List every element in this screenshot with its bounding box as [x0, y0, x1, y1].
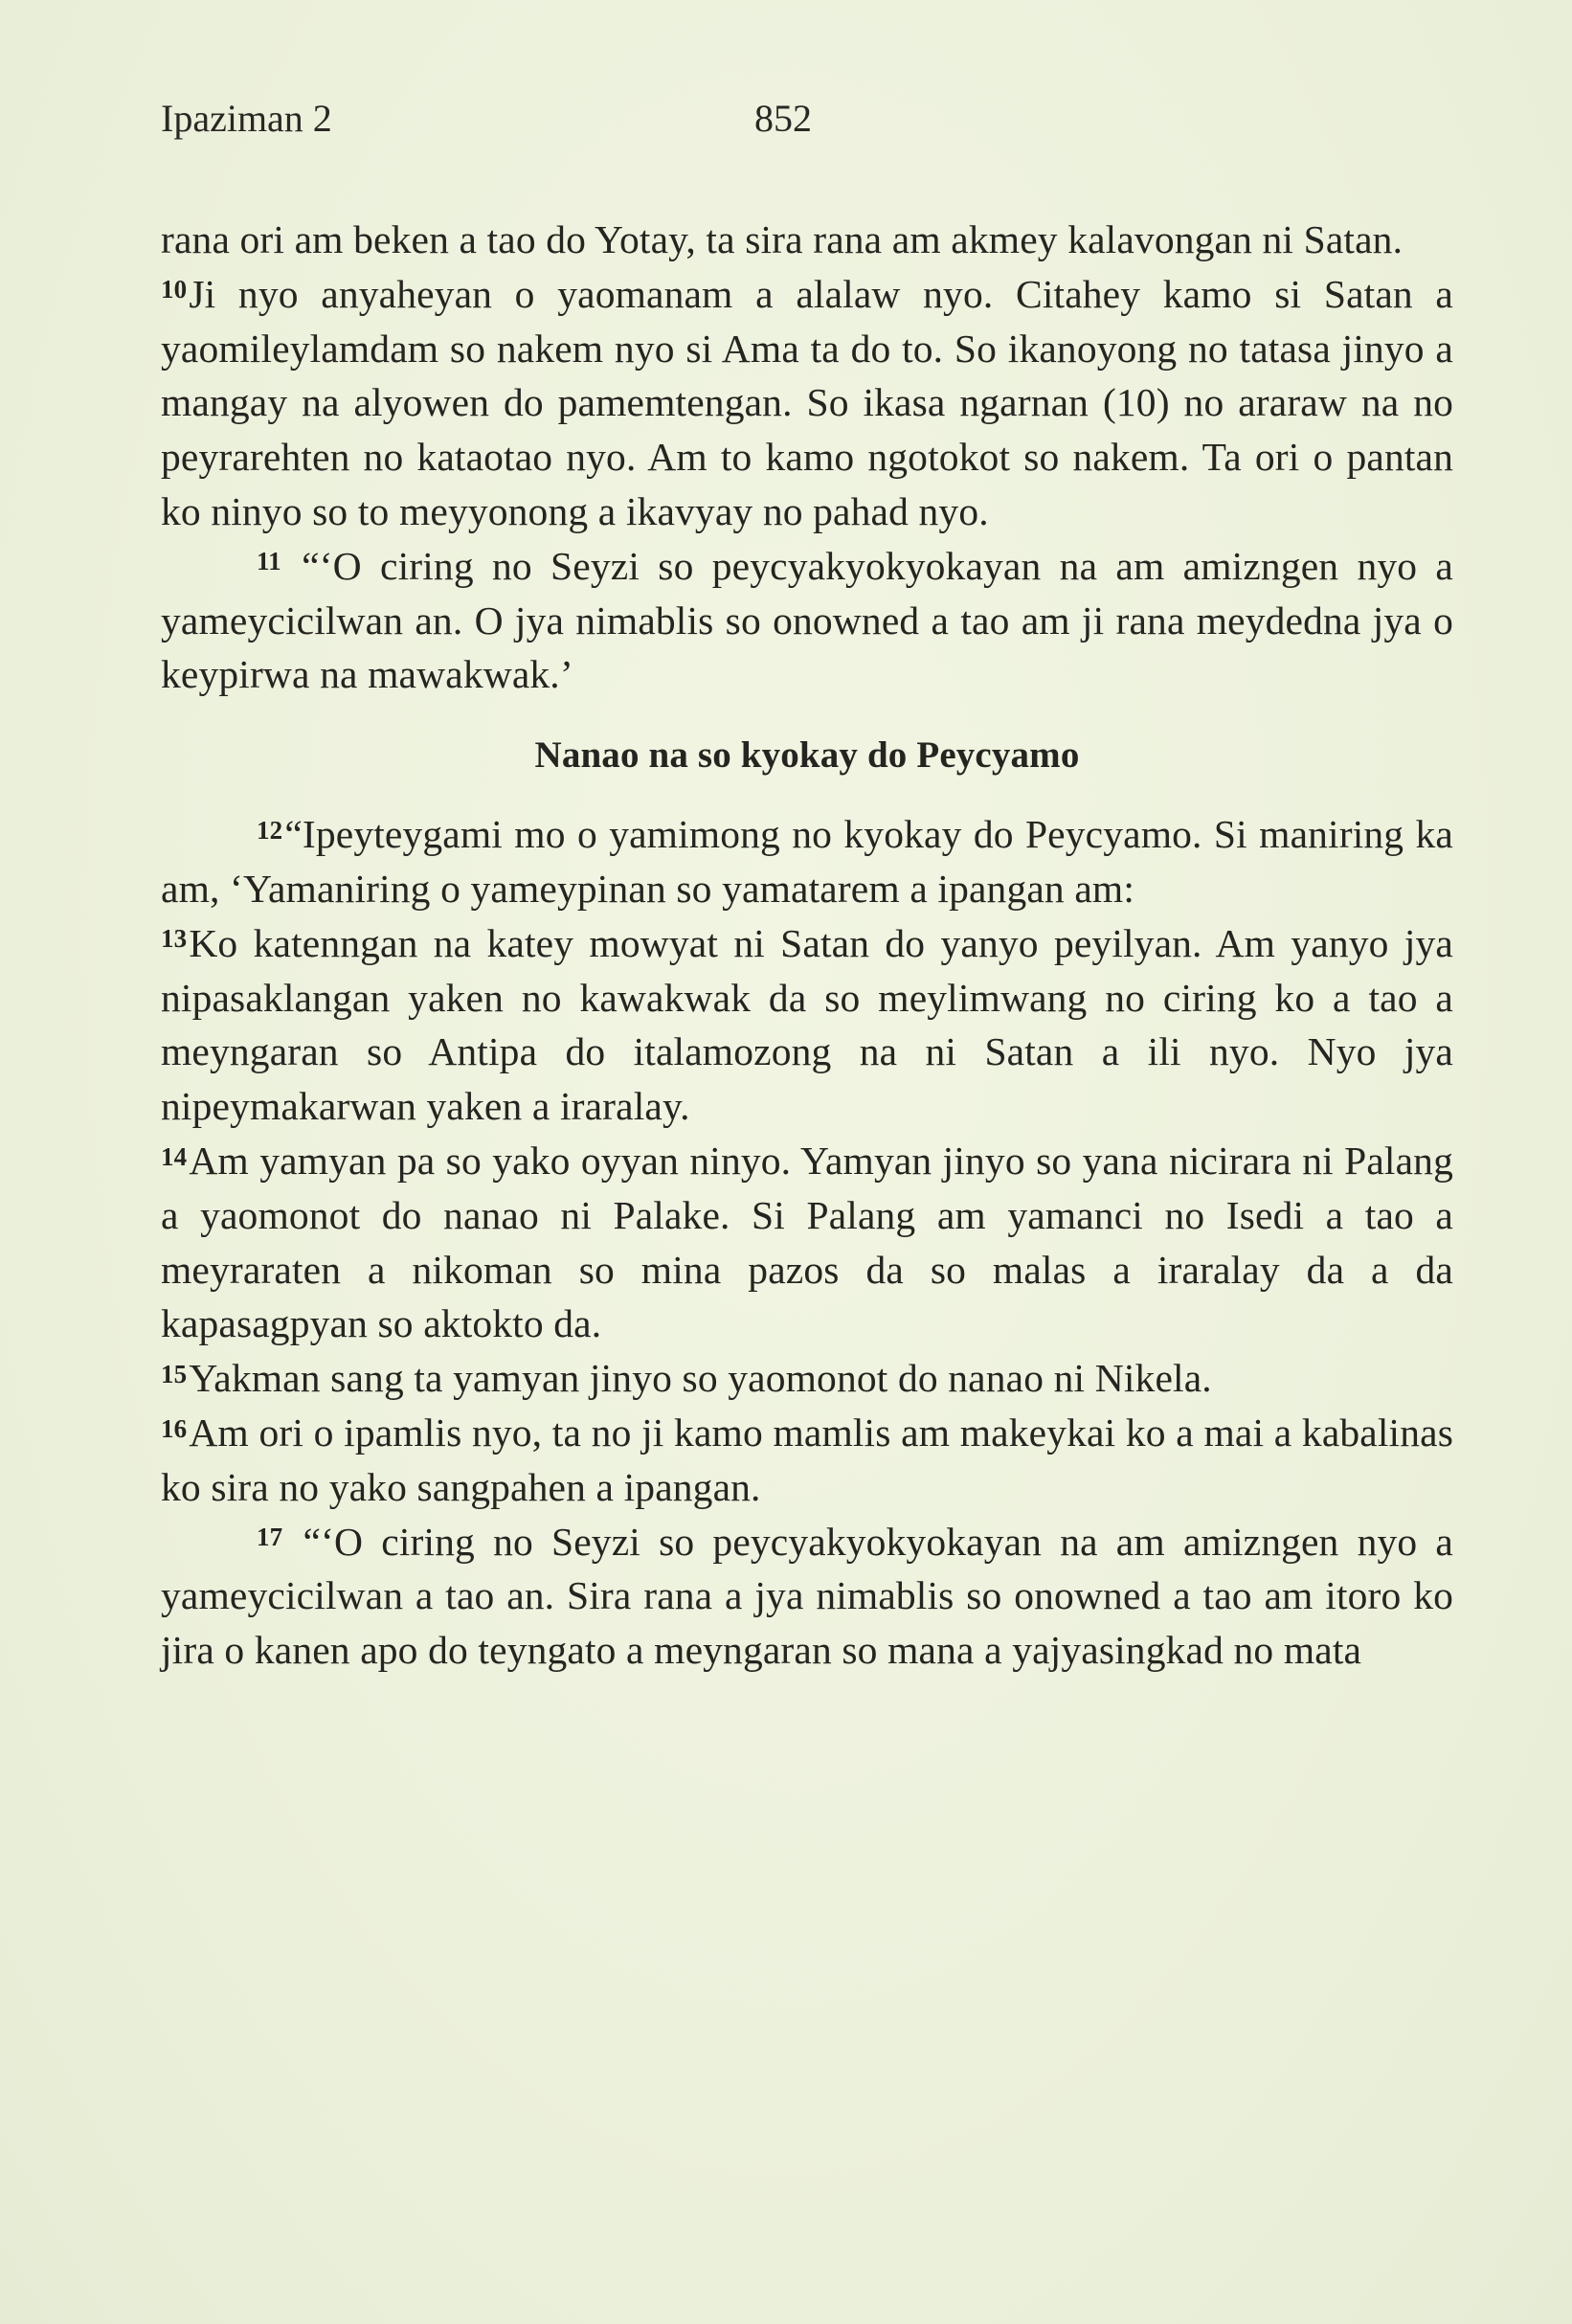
verse-number: 17 [257, 1523, 283, 1552]
verse-number: 12 [257, 815, 283, 845]
verse-number: 14 [161, 1141, 188, 1171]
verse-text: Ji nyo anyaheyan o yaomanam a alalaw nyo. Citahey kamo si Satan a yaomileylamdam so nakem nyo si Ama ta do to. So ikanoyong no tatasa jinyo a mangay na alyowen do pamemtengan. So ikasa ngarnan (10) no araraw na no peyrarehten no kataotao nyo. Am to kamo ngotokot so nakem. Ta ori o pantan ko ninyo so to meyyonong a ikavyay no pahad nyo. [161, 271, 1453, 533]
verse-text: “Ipeyteygami mo o yamimong no kyokay do Peycyamo. Si maniring ka am, ‘Yamaniring o yameypinan so yamatarem a ipangan am: [161, 812, 1453, 911]
book-chapter-title: Ipaziman 2 [161, 97, 332, 140]
verse-text: Am ori o ipamlis nyo, ta no ji kamo mamlis am makeykai ko a mai a kabalinas ko sira no yako sangpahen a ipangan. [161, 1410, 1453, 1509]
verse-number: 11 [257, 547, 281, 576]
verse-paragraph [161, 916, 1453, 1134]
verse-text: Am yamyan pa so yako oyyan ninyo. Yamyan jinyo so yana nicirara ni Palang a yaomonot do nanao ni Palake. Si Palang am yamanci no Isedi a tao a meyraraten a nikoman so mina pazos da so malas a iraralay da a da kapasagpyan so aktokto da. [161, 1138, 1453, 1346]
verse-text: Ko katenngan na katey mowyat ni Satan do yanyo peyilyan. Am yanyo jya nipasaklangan yaken no kawakwak da so meylimwang no ciring ko a tao a meyngaran so Antipa do italamozong na ni Satan a ili nyo. Nyo jya nipeymakarwan yaken a iraralay. [161, 920, 1453, 1129]
verse-paragraph [161, 267, 1453, 539]
section-heading: Nanao na so kyokay do Peycyamo [534, 734, 1080, 777]
verse-text: Yakman sang ta yamyan jinyo so yaomonot do nanao ni Nikela. [189, 1356, 1212, 1401]
verse-paragraph [161, 1406, 1453, 1515]
verse-paragraph [161, 539, 1453, 702]
verse-paragraph [161, 1351, 1453, 1406]
verse-number: 13 [161, 924, 188, 954]
verse-number: 16 [161, 1413, 188, 1443]
body-text [161, 213, 1453, 1678]
verse-text: “‘O ciring no Seyzi so peycyakyokyokayan na am amizngen nyo a yameycicilwan an. O jya nimablis so onowned a tao am ji rana meydedna jya o keypirwa na mawakwak.’ [161, 543, 1454, 697]
verse-paragraph [161, 1515, 1453, 1678]
verse-text: rana ori am beken a tao do Yotay, ta sira rana am akmey kalavongan ni Satan. [161, 217, 1404, 261]
verse-number: 15 [161, 1359, 188, 1388]
verse-paragraph [161, 807, 1453, 916]
verse-paragraph [161, 213, 1453, 267]
verse-text: “‘O ciring no Seyzi so peycyakyokyokayan na am amizngen nyo a yameycicilwan a tao an. Sira rana a jya nimablis so onowned a tao am itoro ko jira o kanen apo do teyngato a meyngaran so mana a yajyasingkad no mata [161, 1519, 1453, 1673]
verse-paragraph [161, 1134, 1453, 1351]
page-number: 852 [754, 97, 812, 140]
running-header [161, 96, 1453, 153]
verse-number: 10 [161, 275, 188, 305]
